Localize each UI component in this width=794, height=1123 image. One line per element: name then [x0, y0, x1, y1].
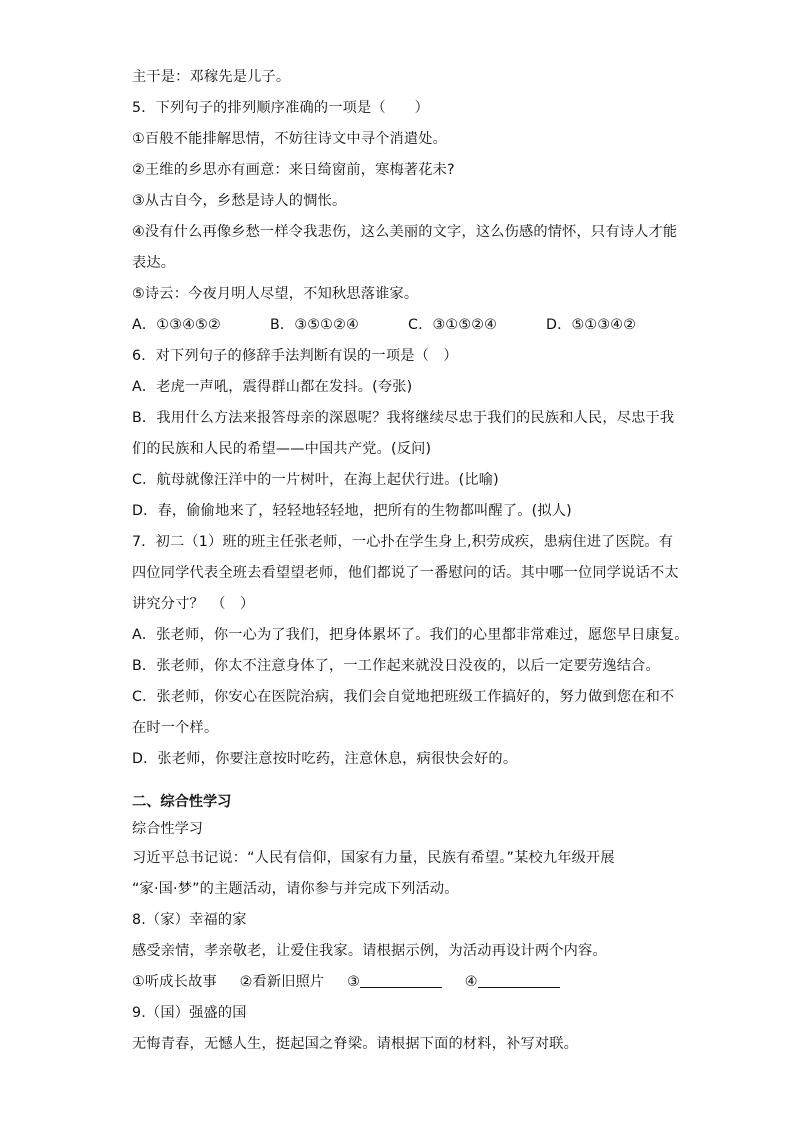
- question-5-stem: 5．下列句子的排列顺序准确的一项是（ ）: [132, 100, 429, 116]
- text-line: C．航母就像汪洋中的一片树叶，在海上起伏行进。(比喻): [132, 472, 499, 488]
- text-line: C．张老师，你安心在医院治病，我们会自觉地把班级工作搞好的，努力做到您在和不: [132, 689, 675, 705]
- text-line: 们的民族和人民的希望——中国共产党。(反问): [132, 441, 432, 457]
- option-a: A．①③④⑤②: [132, 317, 221, 333]
- text-line: B．张老师，你太不注意身体了，一工作起来就没日没夜的，以后一定要劳逸结合。: [132, 658, 660, 674]
- section-heading: 二、综合性学习: [132, 794, 232, 810]
- text-line: 在时一个样。: [132, 720, 219, 736]
- section-gap: [132, 775, 672, 789]
- text-line: A．张老师，你一心为了我们，把身体累坏了。我们的心里都非常难过，愿您早日康复。: [132, 627, 689, 643]
- question-8-stem: 8.（家）幸福的家: [132, 912, 247, 928]
- text-line: ③从古自今，乡愁是诗人的惆怅。: [132, 193, 347, 209]
- text-line: 四位同学代表全班去看望望老师，他们都说了一番慰问的话。其中哪一位同学说话不太: [132, 565, 679, 581]
- text-line: 表达。: [132, 255, 176, 271]
- section-subheading: 综合性学习: [132, 821, 203, 837]
- option-c: C．③①⑤②④: [408, 317, 498, 333]
- document-page: [132, 62, 689, 1060]
- text-line: D．张老师，你要注意按时吃药，注意休息，病很快会好的。: [132, 751, 518, 767]
- answer-blank[interactable]: [360, 973, 442, 988]
- text-line: D．春，偷偷地来了，轻轻地轻轻地，把所有的生物都叫醒了。(拟人): [132, 503, 572, 519]
- text-line: ①百般不能排解思情，不妨往诗文中寻个消遣处。: [132, 131, 448, 147]
- text-line: B．我用什么方法来报答母亲的深恩呢？我将继续尽忠于我们的民族和人民，尽忠于我: [132, 410, 675, 426]
- answer-blank[interactable]: [478, 973, 560, 988]
- activity-4-label: ④: [464, 974, 478, 990]
- question-6-stem: 6．对下列句子的修辞手法判断有误的一项是（ ）: [132, 348, 458, 364]
- question-5-options: [132, 310, 672, 341]
- text-line: ⑤诗云：今夜月明人尽望，不知秋思落谁家。: [132, 286, 419, 302]
- text-line: ④没有什么再像乡愁一样令我悲伤，这么美丽的文字，这么伤感的情怀，只有诗人才能: [132, 224, 678, 240]
- activity-1: ①听成长故事: [132, 974, 217, 990]
- text-line: A．老虎一声吼，震得群山都在发抖。(夸张): [132, 379, 413, 395]
- question-9-stem: 9.（国）强盛的国: [132, 1005, 247, 1021]
- option-b: B．③⑤①②④: [270, 317, 359, 333]
- activity-2: ②看新旧照片: [239, 974, 325, 990]
- option-d: D．⑤①③④②: [546, 317, 637, 333]
- text-line: ②王维的乡思亦有画意：来日绮窗前，寒梅著花未?: [132, 162, 455, 178]
- text-line: 无悔青春，无憾人生，挺起国之脊梁。请根据下面的材料，补写对联。: [132, 1036, 579, 1052]
- text-line: 习近平总书记说：“人民有信仰，国家有力量，民族有希望。”某校九年级开展: [132, 850, 615, 866]
- text-line: 主干是：邓稼先是儿子。: [132, 69, 291, 85]
- text-line: 感受亲情，孝亲敬老，让爱住我家。请根据示例，为活动再设计两个内容。: [132, 943, 607, 959]
- activity-3-label: ③: [347, 974, 361, 990]
- activity-3: [347, 967, 442, 998]
- text-line: 讲究分寸？ （ ）: [132, 596, 255, 612]
- activity-list: [132, 967, 672, 998]
- text-line: “家·国·梦”的主题活动，请你参与并完成下列活动。: [132, 881, 459, 897]
- question-7-stem: 7．初二（1）班的班主任张老师，一心扑在学生身上,积劳成疾，患病住进了医院。有: [132, 534, 674, 550]
- activity-4: [465, 967, 560, 998]
